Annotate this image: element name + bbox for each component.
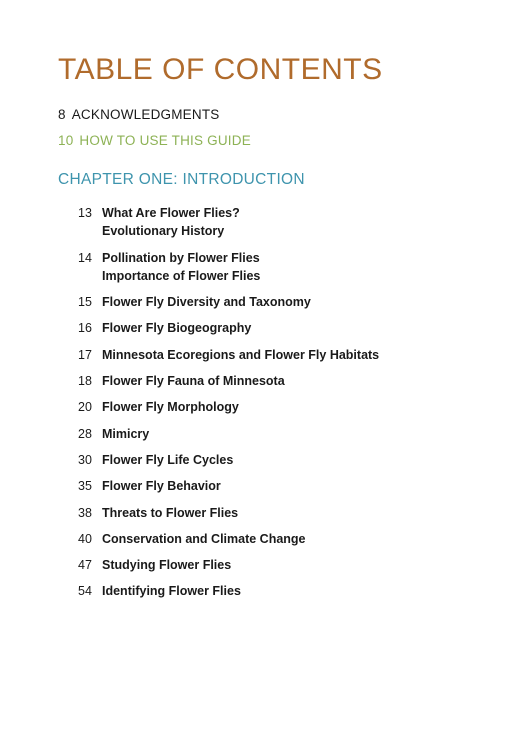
- toc-entry-label: ACKNOWLEDGMENTS: [71, 107, 220, 122]
- toc-entry-title: Flower Fly Diversity and Taxonomy: [102, 295, 311, 309]
- toc-entry-title: Mimicry: [102, 427, 150, 441]
- toc-page-number: 35: [78, 479, 92, 493]
- toc-page-number: 8: [58, 107, 66, 122]
- toc-page-number: 17: [78, 348, 92, 362]
- toc-page-number: 15: [78, 295, 92, 309]
- toc-entry-title: Flower Fly Biogeography: [102, 321, 252, 335]
- toc-page-number: 14: [78, 251, 92, 265]
- toc-entry-title: Flower Fly Morphology: [102, 400, 239, 414]
- toc-entry-title: Pollination by Flower Flies: [102, 251, 260, 265]
- toc-page-number: 38: [78, 506, 92, 520]
- toc-page-number: 20: [78, 400, 92, 414]
- toc-entry-label: HOW TO USE THIS GUIDE: [79, 133, 251, 148]
- toc-entry-title: Flower Fly Life Cycles: [102, 453, 234, 467]
- toc-page-number: 47: [78, 558, 92, 572]
- toc-entry-title: Identifying Flower Flies: [102, 584, 241, 598]
- toc-page-number: 40: [78, 532, 92, 546]
- toc-front-entry-acknowledgments[interactable]: [58, 106, 219, 124]
- toc-entry-subtitle: Evolutionary History: [102, 224, 225, 238]
- toc-page-number: 18: [78, 374, 92, 388]
- toc-page-number: 10: [58, 133, 74, 148]
- toc-entry-title: Minnesota Ecoregions and Flower Fly Habitats: [102, 348, 380, 362]
- toc-page-number: 13: [78, 206, 92, 220]
- toc-page-number: 28: [78, 427, 92, 441]
- page-title: TABLE OF CONTENTS: [58, 53, 383, 86]
- toc-front-entry-how-to-use[interactable]: [58, 132, 251, 150]
- chapter-heading: CHAPTER ONE: INTRODUCTION: [58, 171, 305, 188]
- toc-entry-title: What Are Flower Flies?: [102, 206, 240, 220]
- toc-page-number: 54: [78, 584, 92, 598]
- toc-page-number: 16: [78, 321, 92, 335]
- toc-page-number: 30: [78, 453, 92, 467]
- toc-entry-title: Threats to Flower Flies: [102, 506, 239, 520]
- toc-entry-title: Flower Fly Behavior: [102, 479, 221, 493]
- toc-entry-title: Conservation and Climate Change: [102, 532, 306, 546]
- toc-entry-title: Studying Flower Flies: [102, 558, 232, 572]
- toc-entry-title: Flower Fly Fauna of Minnesota: [102, 374, 285, 388]
- toc-entry-subtitle: Importance of Flower Flies: [102, 269, 261, 283]
